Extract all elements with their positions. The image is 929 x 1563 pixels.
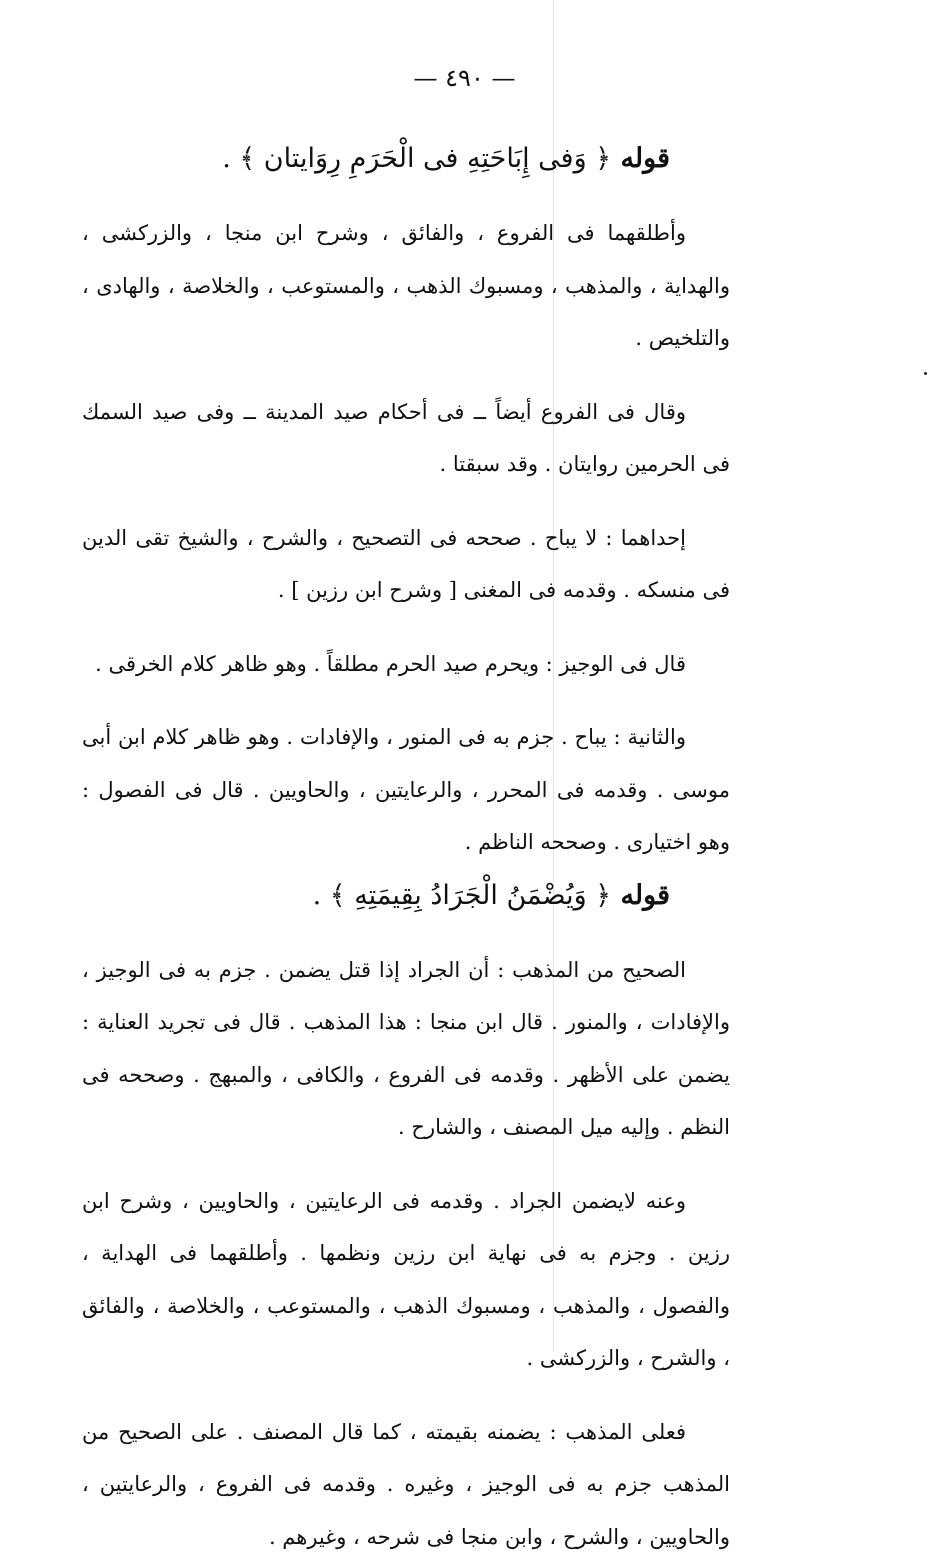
paragraph: الصحيح من المذهب : أن الجراد إذا قتل يضمن . جزم به فى الوجيز ، والإفادات ، والمنور . قال ابن منجا : هذا المذهب . قال فى تجريد العناية : يضمن على الأظهر . وقدمه فى الفروع ، والكافى ، والمبهج . وصححه فى النظم . وإليه ميل المصنف ، والشارح .	[82, 944, 730, 1154]
paragraph: قال فى الوجيز : ويحرم صيد الحرم مطلقاً . وهو ظاهر كلام الخرقى .	[82, 638, 730, 691]
section-heading	[82, 132, 730, 186]
heading-quote: ﴿ وَيُضْمَنُ الْجَرَادُ بِقِيمَتِهِ ﴾ .	[313, 880, 611, 911]
paragraph: وأطلقهما فى الفروع ، والفائق ، وشرح ابن منجا ، والزركشى ، والهداية ، والمذهب ، ومسبوك الذهب ، والمستوعب ، والخلاصة ، والهادى ، والتلخيص .	[82, 207, 730, 365]
paragraph: إحداهما : لا يباح . صححه فى التصحيح ، والشرح ، والشيخ تقى الدين فى منسكه . وقدمه فى المغنى [ وشرح ابن رزين ] .	[82, 512, 730, 617]
scan-speck	[924, 372, 927, 375]
paragraph: والثانية : يباح . جزم به فى المنور ، والإفادات . وهو ظاهر كلام ابن أبى موسى . وقدمه فى المحرر ، والرعايتين ، والحاويين . قال فى الفصول : وهو اختيارى . وصححه الناظم .	[82, 711, 730, 869]
page-content	[82, 132, 730, 1563]
section-heading	[82, 869, 730, 923]
paragraph: فعلى المذهب : يضمنه بقيمته ، كما قال المصنف . على الصحيح من المذهب جزم به فى الوجيز ، وغيره . وقدمه فى الفروع ، والرعايتين ، والحاويين ، والشرح ، وابن منجا فى شرحه ، وغيرهم .	[82, 1406, 730, 1563]
heading-lead: قوله	[620, 880, 670, 911]
heading-lead: قوله	[620, 143, 670, 174]
section-2	[82, 869, 730, 1563]
paragraph: وعنه لايضمن الجراد . وقدمه فى الرعايتين ، والحاويين ، وشرح ابن رزين . وجزم به فى نهاية ابن رزين ونظمها . وأطلقهما فى الهداية ، والفصول ، والمذهب ، ومسبوك الذهب ، والمستوعب ، والخلاصة ، والفائق ، والشرح ، والزركشى .	[82, 1175, 730, 1385]
section-1	[82, 132, 730, 869]
page-number: — ٤٩٠ —	[0, 58, 929, 98]
heading-quote: ﴿ وَفى إِبَاحَتِهِ فى الْحَرَمِ رِوَايتان ﴾ .	[222, 143, 611, 174]
paragraph: وقال فى الفروع أيضاً ــ فى أحكام صيد المدينة ــ وفى صيد السمك فى الحرمين روايتان . وقد سبقتا .	[82, 386, 730, 491]
